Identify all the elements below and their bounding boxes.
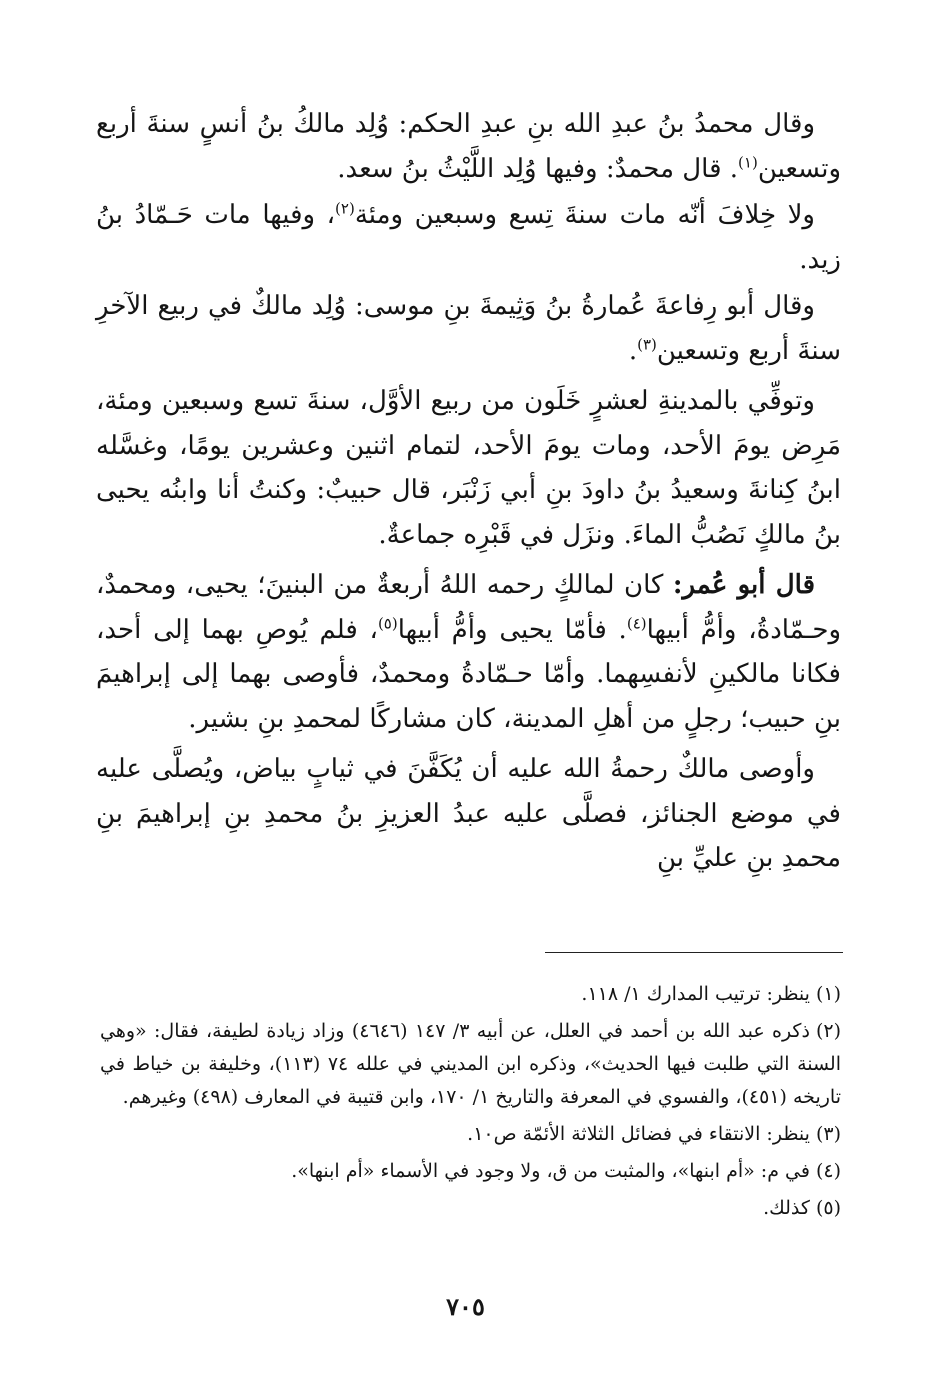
paragraph-5 [96, 563, 841, 741]
footnote-divider [545, 952, 843, 953]
footnote-text: ينظر: الانتقاء في فضائل الثلاثة الأئمّة ص١٠. [467, 1123, 810, 1145]
paragraph-text: وقال محمدُ بنُ عبدِ الله بنِ عبدِ الحكم: وُلِد مالكُ بنُ أنسٍ سنةَ أربع وتسعين [96, 109, 841, 184]
paragraph-2 [96, 193, 841, 282]
footnote-number: (٥) [815, 1197, 841, 1219]
paragraph-text: ، فلم يُوصِ بهما إلى أحد، فكانا مالكينِ لأنفسِهما. وأمّا حـمّادةُ ومحمدٌ، فأوصى بهما إلى إبراهيمَ بنِ حبيب؛ رجلٍ من أهلِ المدينة، كان مشاركًا لمحمدِ بنِ بشير. [96, 614, 841, 734]
paragraph-text: وقال أبو رِفاعةَ عُمارةُ بنُ وَثِيمةَ بنِ موسى: وُلِد مالكٌ في ربيع الآخرِ سنةَ أربع وتسعين [96, 291, 841, 366]
footnote-2 [100, 1015, 841, 1114]
paragraph-6 [96, 747, 841, 881]
paragraph-1 [96, 102, 841, 191]
footnote-ref[interactable]: (٤) [626, 613, 647, 632]
footnote-ref[interactable]: (٣) [637, 334, 657, 353]
main-text [96, 102, 841, 887]
paragraph-text: ولا خِلافَ أنّه مات سنةَ تِسع وسبعين ومئة [354, 200, 815, 230]
footnote-5 [100, 1192, 841, 1225]
footnote-text: ذكره عبد الله بن أحمد في العلل، عن أبيه ٣/ ١٤٧ (٤٦٤٦) وزاد زيادة لطيفة، فقال: «وهي السنة التي طلبت فيها الحديث»، وذكره ابن المديني في علله ٧٤ (١١٣)، وخليفة بن خياط في تاريخه (٤٥١)، والفسوي في المعرفة والتاريخ ١/ ١٧٠، وابن قتيبة في المعارف (٤٩٨) وغيرهم. [100, 1020, 842, 1108]
footnote-1 [100, 978, 841, 1011]
footnote-ref[interactable]: (٢) [335, 199, 355, 218]
paragraph-text: . فأمّا يحيى وأمُّ أبيها [397, 614, 627, 645]
paragraph-text: وأوصى مالكٌ رحمةُ الله عليه أن يُكَفَّنَ في ثيابٍ بياض، ويُصلَّى عليه في موضع الجنائز، فصلَّى عليه عبدُ العزيزِ بنُ محمدِ بنِ إبراهيمَ بنِ محمدِ بنِ عليِّ بنِ [96, 754, 841, 873]
page-number: ٧٠٥ [446, 1292, 485, 1321]
footnote-number: (٣) [815, 1123, 841, 1145]
paragraph-text: ، وفيها مات حَـمّادُ بنُ زيد. [96, 200, 841, 275]
paragraph-text: كان لمالكٍ رحمه اللهُ أربعةٌ من البنينَ؛ يحيى، ومحمدٌ، وحـمّادةُ، وأمُّ أبيها [96, 570, 841, 645]
footnote-text: في م: «أم ابنها»، والمثبت من ق، ولا وجود في الأسماء «أم ابنها». [291, 1160, 810, 1182]
paragraph-text: . [628, 335, 638, 366]
paragraph-text: وتوفِّي بالمدينةِ لعشرٍ خَلَون من ربيع الأوَّل، سنةَ تسع وسبعين ومئة، مَرِض يومَ الأحد، ومات يومَ الأحد، لتمام اثنين وعشرين يومًا، وغسَّله ابنُ كِنانةَ وسعيدُ بنُ داودَ بنِ أبي زَنْبَر، قال حبيبٌ: وكنتُ أنا وابنُه يحيى بنُ مالكٍ نَصُبُّ الماءَ. ونزَل في قَبْرِه جماعةٌ. [96, 386, 841, 550]
footnote-number: (٤) [815, 1160, 841, 1182]
paragraph-text: . قال محمدٌ: وفيها وُلِد اللَّيْثُ بنُ سعد. [337, 153, 739, 184]
footnote-number: (٢) [815, 1020, 841, 1042]
speaker-label: قال أبو عُمر: [672, 570, 815, 600]
footnote-4 [100, 1155, 841, 1188]
footnote-text: كذلك. [763, 1197, 810, 1219]
footnote-3 [100, 1118, 841, 1151]
footnote-ref[interactable]: (٥) [377, 613, 398, 632]
footnote-number: (١) [815, 983, 841, 1005]
footnote-ref[interactable]: (١) [738, 152, 758, 171]
paragraph-3 [96, 284, 841, 373]
footnote-text: ينظر: ترتيب المدارك ١/ ١١٨. [581, 983, 810, 1005]
paragraph-4 [96, 379, 841, 557]
footnotes [100, 978, 841, 1229]
